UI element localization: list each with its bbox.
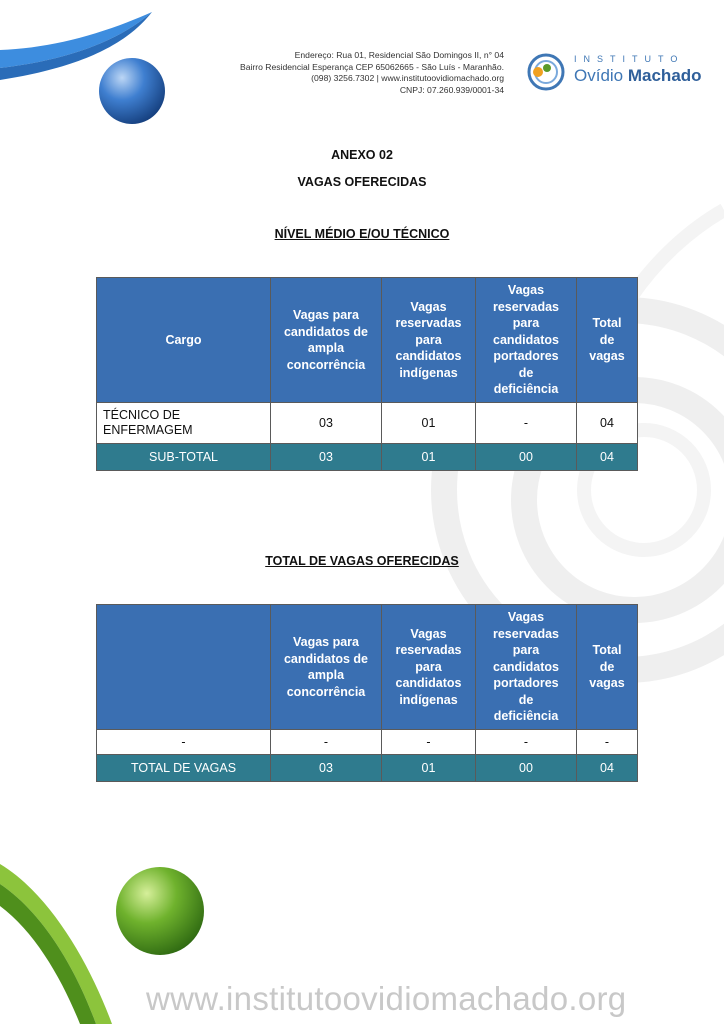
table-cell: 03 <box>271 444 382 471</box>
table-cell: 03 <box>271 755 382 782</box>
total-row <box>97 755 638 782</box>
cnpj-line: CNPJ: 07.260.939/0001-34 <box>399 84 504 95</box>
footer-website: www.institutoovidiomachado.org <box>146 980 627 1017</box>
header-address <box>196 50 504 96</box>
section-title-total: TOTAL DE VAGAS OFERECIDAS <box>265 554 459 568</box>
phone-website-line: (098) 3256.7302 | www.institutoovidiomachado.org <box>311 73 504 83</box>
institute-logo <box>524 50 704 94</box>
logo-name <box>574 66 702 86</box>
section-title-nivel-medio: NÍVEL MÉDIO E/OU TÉCNICO <box>274 227 450 241</box>
header-indigenas: Vagas reservadas para candidatos indígenas <box>382 605 476 730</box>
header-total: Total de vagas <box>577 278 638 403</box>
table-cell: 04 <box>577 403 638 444</box>
total-label: TOTAL DE VAGAS <box>97 755 271 782</box>
top-decoration <box>0 0 200 140</box>
table-cell: TÉCNICO DE ENFERMAGEM <box>97 403 271 444</box>
address-line: Endereço: Rua 01, Residencial São Domingos II, n° 04 <box>294 50 504 60</box>
table-cell: - <box>476 403 577 444</box>
logo-mark-icon <box>524 50 568 94</box>
vagas-table-total <box>96 604 638 782</box>
header-deficiencia: Vagas reservadas para candidatos portadores de deficiência <box>476 605 577 730</box>
header-indigenas: Vagas reservadas para candidatos indígenas <box>382 278 476 403</box>
table-cell: - <box>382 730 476 755</box>
subtotal-label: SUB-TOTAL <box>97 444 271 471</box>
table-cell: - <box>476 730 577 755</box>
header-deficiencia: Vagas reservadas para candidatos portadores de deficiência <box>476 278 577 403</box>
table-cell: - <box>97 730 271 755</box>
table-cell: 04 <box>577 755 638 782</box>
logo-institute-word: INSTITUTO <box>574 54 685 64</box>
header-empty <box>97 605 271 730</box>
header-total: Total de vagas <box>577 605 638 730</box>
logo-name-light: Ovídio <box>574 66 628 85</box>
table-cell: - <box>271 730 382 755</box>
table-cell: 04 <box>577 444 638 471</box>
table-cell: 00 <box>476 444 577 471</box>
table-row <box>97 730 638 755</box>
table-cell: 01 <box>382 444 476 471</box>
header-cargo: Cargo <box>97 278 271 403</box>
table-header-row <box>97 605 638 730</box>
address-line: Bairro Residencial Esperança CEP 65062665 - São Luís - Maranhão. <box>239 61 504 72</box>
subtotal-row <box>97 444 638 471</box>
document-subtitle: VAGAS OFERECIDAS <box>297 175 427 189</box>
table-cell: 00 <box>476 755 577 782</box>
table-cell: 03 <box>271 403 382 444</box>
vagas-table-nivel-medio <box>96 277 638 471</box>
table-row <box>97 403 638 444</box>
table-cell: 01 <box>382 755 476 782</box>
table-header-row <box>97 278 638 403</box>
annex-title: ANEXO 02 <box>331 148 393 162</box>
logo-name-bold: Machado <box>627 66 702 85</box>
table-cell: 01 <box>382 403 476 444</box>
header-ampla-concorrencia: Vagas para candidatos de ampla concorrência <box>271 605 382 730</box>
header-ampla-concorrencia: Vagas para candidatos de ampla concorrência <box>271 278 382 403</box>
table-cell: - <box>577 730 638 755</box>
